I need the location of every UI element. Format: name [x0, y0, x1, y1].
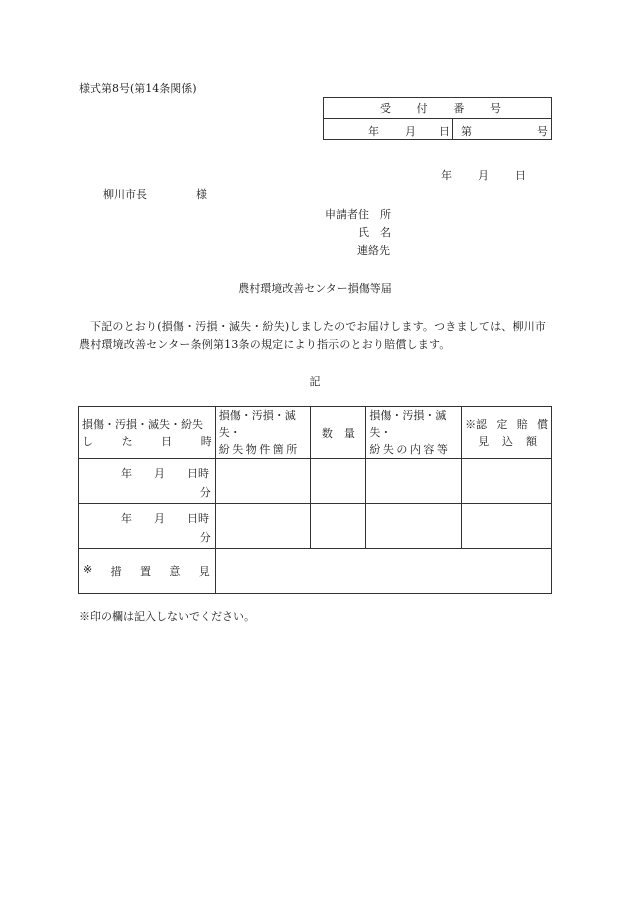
header-compensation [462, 407, 552, 459]
measure-char: 置 [139, 565, 151, 578]
header-char: 日 [161, 434, 173, 448]
reception-year: 年 [368, 125, 379, 138]
table-row [79, 504, 552, 549]
measure-label-cell [79, 549, 216, 594]
row-ymd: 年 月 日時 [121, 512, 209, 525]
row-minute: 分 [199, 531, 211, 544]
row-item-cell [215, 504, 311, 549]
reception-month: 月 [405, 125, 416, 138]
row-datetime [79, 504, 216, 549]
header-comp-line2 [462, 433, 551, 450]
row-content-cell [366, 459, 462, 504]
header-quantity-label: 数 量 [321, 426, 355, 440]
header-char: 定 [496, 417, 508, 431]
header-char: 賠 [516, 417, 528, 431]
header-datetime-line1: 損傷・汚損・滅失・紛失 [82, 417, 203, 431]
applicant-name-label: 氏 名 [358, 226, 391, 239]
row-quantity-cell [311, 504, 366, 549]
date-month: 月 [478, 169, 489, 182]
measure-label [79, 563, 215, 579]
header-char: ※認 [465, 417, 488, 431]
row-quantity-cell [311, 459, 366, 504]
header-comp-line1 [462, 416, 551, 433]
row-ymd: 年 月 日時 [121, 467, 209, 480]
form-number-label: 様式第8号(第14条関係) [79, 82, 197, 95]
header-content-line1: 損傷・汚損・滅失・ [369, 409, 447, 439]
header-datetime [79, 407, 216, 459]
header-char: 額 [526, 434, 537, 448]
header-char: た [121, 434, 133, 448]
header-char: 込 [502, 434, 514, 448]
footnote: ※印の欄は記入しないでください。 [79, 610, 255, 623]
reception-header-char: 番 [453, 102, 465, 115]
measure-char: ※ [83, 563, 93, 576]
reception-header-char: 号 [489, 102, 501, 115]
header-item-line1: 損傷・汚損・滅失・ [218, 409, 296, 439]
reception-day: 日 [439, 125, 450, 138]
header-content-line2: 紛失の内容等 [369, 443, 451, 456]
header-content [366, 407, 462, 459]
row-content-cell [366, 504, 462, 549]
body-text: 下記のとおり(損傷・汚損・滅失・紛失)しましたのでお届けします。つきましては、柳川市農村環境改善センター条例第13条の規定により指示のとおり賠償します。 [79, 320, 547, 351]
submission-date [441, 167, 526, 183]
header-char: 償 [537, 417, 548, 431]
measure-char: 措 [110, 565, 122, 578]
reception-number-cell [453, 119, 552, 140]
reception-go: 号 [537, 125, 548, 138]
row-compensation-cell [462, 459, 552, 504]
header-datetime-line2 [79, 433, 215, 450]
row-item-cell [215, 459, 311, 504]
applicant-address-label: 申請者住 所 [325, 208, 391, 221]
reception-date-cell [324, 119, 453, 140]
reception-header [324, 98, 552, 119]
ki-heading: 記 [309, 375, 321, 388]
honorific: 様 [196, 188, 207, 201]
row-minute: 分 [199, 486, 211, 499]
reception-dai: 第 [461, 125, 472, 138]
header-item-line2: 紛失物件箇所 [218, 443, 300, 456]
table-row [79, 459, 552, 504]
addressee: 柳川市長 [103, 188, 147, 201]
date-day: 日 [515, 169, 526, 182]
damage-table [78, 406, 552, 594]
header-char: 見 [478, 434, 490, 448]
header-item-location [215, 407, 311, 459]
document-title: 農村環境改善センター損傷等届 [238, 282, 392, 295]
measure-char: 意 [169, 565, 181, 578]
header-quantity [311, 407, 366, 459]
reception-number-box [323, 97, 552, 140]
reception-header-char: 付 [416, 102, 428, 115]
row-compensation-cell [462, 504, 552, 549]
header-char: 時 [200, 434, 212, 448]
measure-char: 見 [198, 565, 210, 578]
reception-header-char: 受 [380, 102, 391, 115]
date-year: 年 [441, 169, 452, 182]
header-char: し [82, 434, 93, 448]
row-datetime [79, 459, 216, 504]
measure-opinion-cell [215, 549, 551, 594]
measure-row [79, 549, 552, 594]
applicant-contact-label: 連絡先 [357, 244, 390, 257]
